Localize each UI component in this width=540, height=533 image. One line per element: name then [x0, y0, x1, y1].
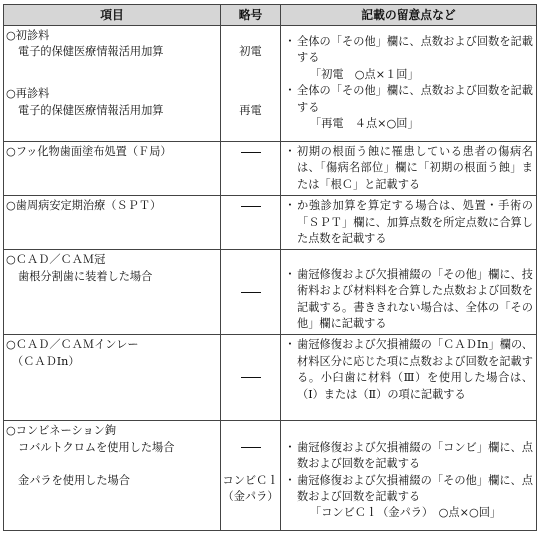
dash-mark [241, 447, 261, 448]
note-cell: ・ か強診加算を算定する場合は、処置・手術の「ＳＰＴ」欄に、加算点数を所定点数に合算した点数を記載する [281, 196, 537, 250]
dash-mark [241, 377, 261, 378]
header-abbr: 略号 [221, 5, 281, 26]
item-title: ○コンビネーション鉤 [6, 424, 117, 438]
header-item: 項目 [4, 5, 221, 26]
note-cell: ・ 初期の根面う蝕に罹患している患者の傷病名は、「傷病名部位」欄に「初期の根面う蝕」または「根Ｃ」と記載する [281, 142, 537, 196]
item-subtitle: コバルトクロムを使用した場合 [18, 440, 175, 454]
abbr-cell [221, 196, 281, 250]
dash-mark [241, 206, 261, 207]
note-text: 歯冠修復および欠損補綴の「その他」欄に、技術料および材料料を合算した点数および回数を記載する。書ききれない場合は、全体の「その他」欄に記載する [297, 267, 533, 331]
item-subtitle: 金パラを使用した場合 [18, 473, 130, 487]
table-row [4, 26, 537, 142]
abbr-cell [221, 142, 281, 196]
abbr-cell [221, 335, 281, 421]
abbr-cell [221, 421, 281, 531]
header-notes: 記載の留意点など [281, 5, 537, 26]
item-subtitle: 歯根分割歯に装着した場合 [18, 269, 153, 283]
item-title: ○ＣＡＤ／ＣＡＭ冠 [6, 253, 106, 267]
item-cell [4, 421, 221, 531]
table-header-row [4, 5, 537, 26]
table-row [4, 142, 537, 196]
table-row [4, 335, 537, 421]
note-text: か強診加算を算定する場合は、処置・手術の「ＳＰＴ」欄に、加算点数を所定点数に合算した点数を記載する [297, 199, 533, 246]
note-cell: ・ 歯冠修復および欠損補綴の「ＣＡＤIn」欄の、材料区分に応じた項に点数および回数を記載する。小臼歯に材料（Ⅲ）を使用した場合は、（Ⅰ）または（Ⅱ）の項に記載する [281, 335, 537, 421]
item-title: ○初診料 [6, 29, 50, 42]
table-row [4, 421, 537, 531]
abbr-value: （金パラ） [222, 490, 279, 503]
note-cell: ・ 全体の「その他」欄に、点数および回数を記載する 「初電 ○点×１回」 ・ 全体の「その他」欄に、点数および回数を記載する 「再電 ４点×○回」 [281, 26, 537, 142]
note-example: 「コンビＣｌ（金パラ） ○点×○回」 [310, 506, 502, 520]
abbr-value: コンビＣｌ [222, 473, 279, 487]
note-cell: ・ 歯冠修復および欠損補綴の「コンビ」欄に、点数および回数を記載する ・ 歯冠修復および欠損補綴の「その他」欄に、点数および回数を記載する 「コンビＣｌ（金パラ） ○点×○回」 [281, 421, 537, 531]
dash-mark [241, 152, 261, 153]
table-row [4, 250, 537, 335]
note-text: 歯冠修復および欠損補綴の「ＣＡＤIn」欄の、材料区分に応じた項に点数および回数を記載する。小臼歯に材料（Ⅲ）を使用した場合は、（Ⅰ）または（Ⅱ）の項に記載する [297, 338, 533, 401]
item-title: ○歯周病安定期治療（ＳＰＴ） [6, 199, 162, 213]
abbr-value: 初電 [239, 45, 262, 59]
dash-mark [241, 292, 261, 293]
abbr-value: 再電 [239, 103, 262, 117]
item-subtitle: （ＣＡＤIn） [12, 354, 80, 368]
note-text: 歯冠修復および欠損補綴の「コンビ」欄に、点数および回数を記載する [297, 440, 533, 471]
abbr-cell [221, 26, 281, 142]
item-title: ○再診料 [6, 87, 50, 101]
note-example: 「初電 ○点×１回」 [310, 67, 419, 81]
item-cell [4, 26, 221, 142]
item-subtitle: 電子的保健医療情報活用加算 [18, 103, 164, 117]
item-cell [4, 335, 221, 421]
note-text: 全体の「その他」欄に、点数および回数を記載する [297, 84, 533, 114]
item-title: ○フッ化物歯面塗布処置（Ｆ局） [6, 145, 172, 158]
abbr-cell [221, 250, 281, 335]
note-text: 初期の根面う蝕に罹患している患者の傷病名は、「傷病名部位」欄に「初期の根面う蝕」または「根Ｃ」と記載する [297, 145, 533, 191]
item-cell [4, 142, 221, 196]
item-cell [4, 250, 221, 335]
table-row [4, 196, 537, 250]
note-text: 歯冠修復および欠損補綴の「その他」欄に、点数および回数を記載する [297, 473, 533, 504]
note-example: 「再電 ４点×○回」 [310, 117, 419, 131]
billing-notes-table [3, 4, 537, 531]
item-cell [4, 196, 221, 250]
note-cell: ・ 歯冠修復および欠損補綴の「その他」欄に、技術料および材料料を合算した点数および回数を記載する。書ききれない場合は、全体の「その他」欄に記載する [281, 250, 537, 335]
note-text: 全体の「その他」欄に、点数および回数を記載する [297, 35, 533, 65]
item-title: ○ＣＡＤ／ＣＡＭインレー [6, 338, 139, 352]
item-subtitle: 電子的保健医療情報活用加算 [18, 45, 164, 59]
